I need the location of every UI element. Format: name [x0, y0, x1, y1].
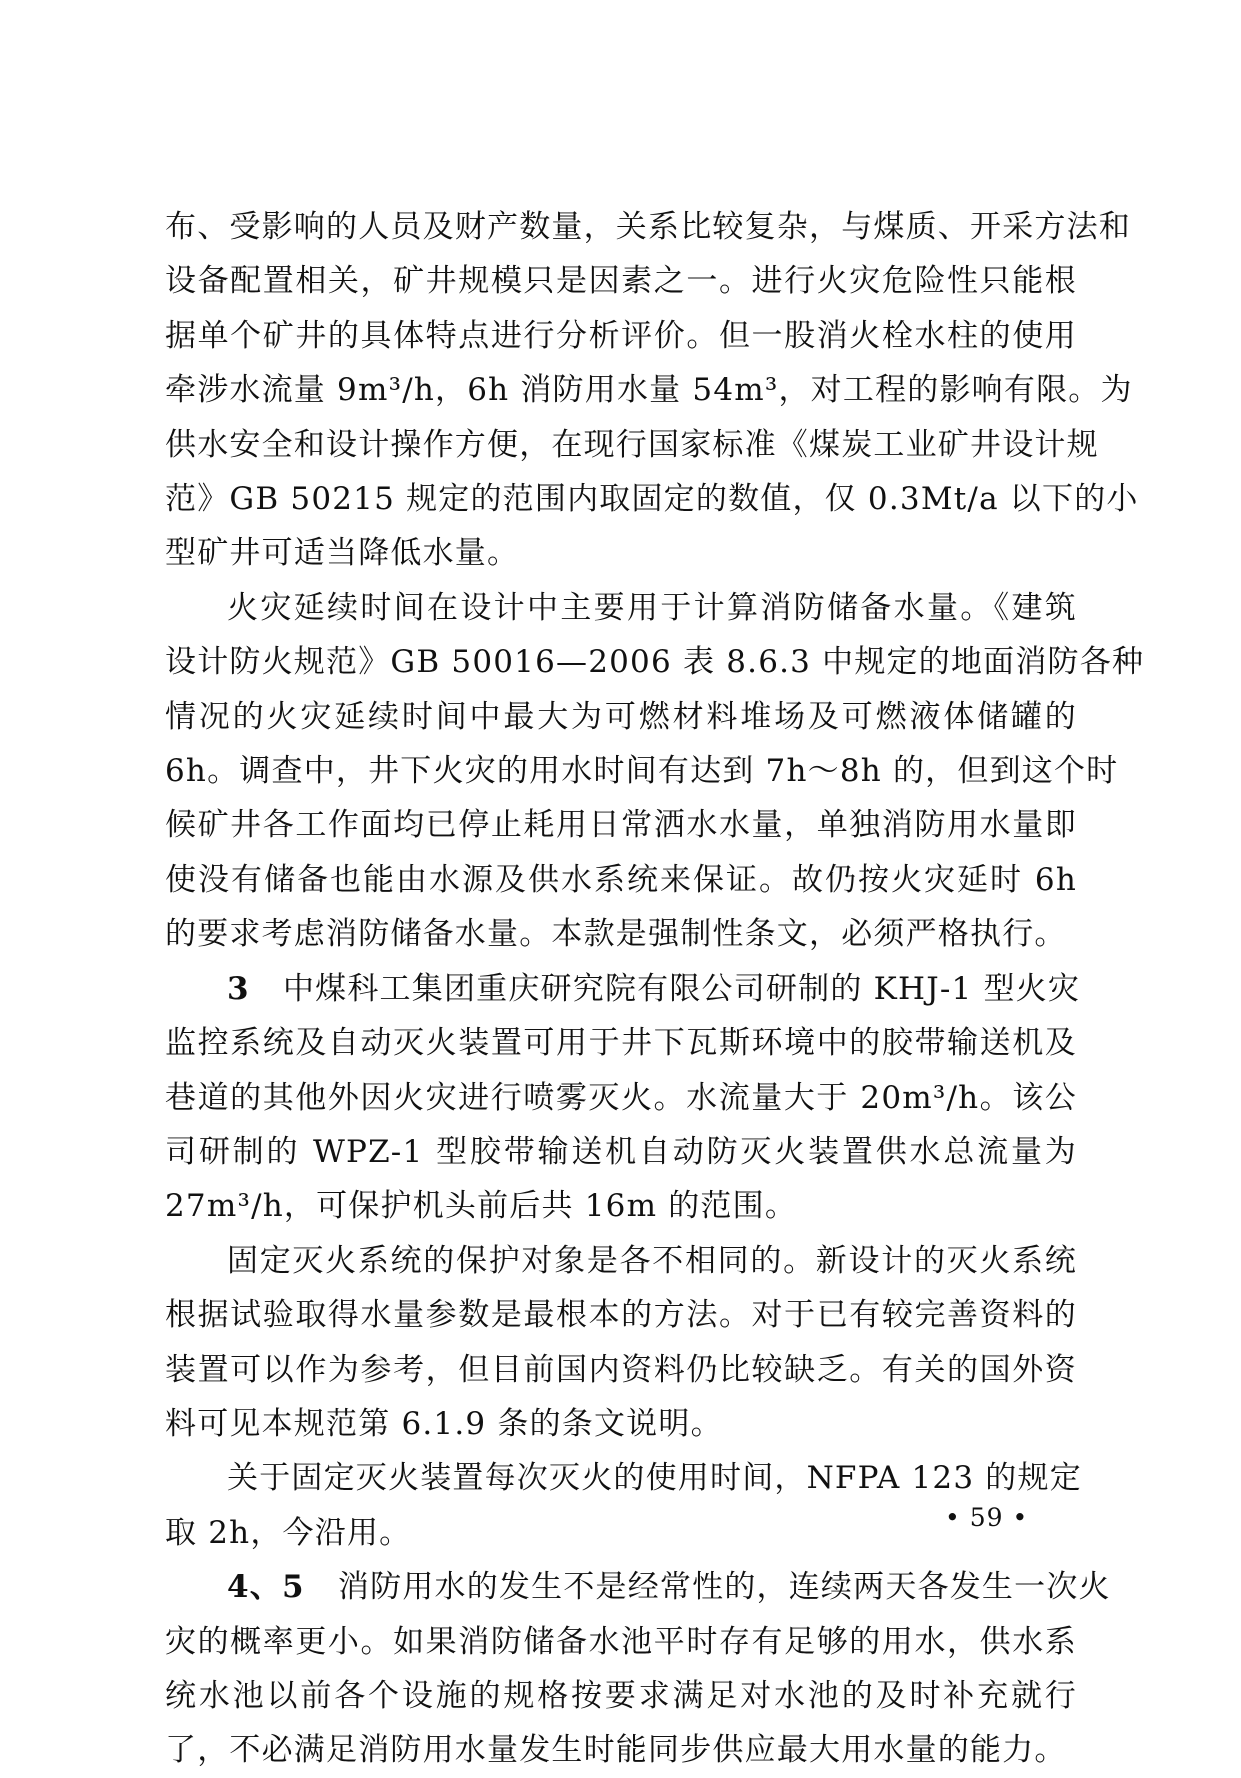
text-line: 设备配置相关，矿井规模只是因素之一。进行火灾危险性只能根 — [165, 263, 1077, 300]
text-line: 布、受影响的人员及财产数量，关系比较复杂，与煤质、开采方法和 — [165, 209, 1131, 245]
text-line: 使没有储备也能由水源及供水系统来保证。故仍按火灾延时 6h — [165, 861, 1077, 898]
paragraph-5 — [165, 1451, 1082, 1560]
text-line: 6h。调查中，井下火灾的用水时间有达到 7h～8h 的，但到这个时 — [165, 753, 1119, 790]
text-line: 范》GB 50215 规定的范围内取固定的数值，仅 0.3Mt/a 以下的小 — [165, 481, 1139, 518]
text-line: 监控系统及自动灭火装置可用于井下瓦斯环境中的胶带输送机及 — [165, 1025, 1077, 1062]
text-line: 司研制的 WPZ-1 型胶带输送机自动防灭火装置供水总流量为 — [165, 1133, 1077, 1170]
text-line: 灾的概率更小。如果消防储备水池平时存有足够的用水，供水系 — [165, 1623, 1077, 1660]
text-line: 牵涉水流量 9m³/h，6h 消防用水量 54m³，对工程的影响有限。为 — [165, 372, 1133, 409]
text-line: 统水池以前各个设施的规格按要求满足对水池的及时补充就行 — [165, 1677, 1077, 1714]
text-line: 料可见本规范第 6.1.9 条的条文说明。 — [165, 1405, 723, 1442]
text-line: 关于固定灭火装置每次灭火的使用时间，NFPA 123 的规定 — [227, 1460, 1082, 1497]
paragraph-1 — [165, 200, 1139, 581]
document-body — [165, 200, 1145, 1778]
text-fragment: 中煤科工集团重庆研究院有限公司研制的 KHJ-1 型火灾 — [282, 970, 1081, 1007]
text-line: 根据试验取得水量参数是最根本的方法。对于已有较完善资料的 — [165, 1297, 1077, 1334]
text-line — [165, 962, 1081, 1016]
text-line: 设计防火规范》GB 50016—2006 表 8.6.3 中规定的地面消防各种 — [165, 644, 1145, 681]
text-line — [165, 1560, 1111, 1614]
text-line: 取 2h，今沿用。 — [165, 1514, 412, 1551]
clause-number: 4、5 — [227, 1569, 305, 1606]
clause-number: 3 — [227, 970, 250, 1007]
text-line: 固定灭火系统的保护对象是各不相同的。新设计的灭火系统 — [227, 1242, 1077, 1279]
text-line: 火灾延续时间在设计中主要用于计算消防储备水量。《建筑 — [227, 589, 1077, 626]
text-line: 装置可以作为参考，但目前国内资料仍比较缺乏。有关的国外资 — [165, 1351, 1077, 1388]
text-line: 候矿井各工作面均已停止耗用日常洒水水量，单独消防用水量即 — [165, 807, 1077, 844]
paragraph-2 — [165, 581, 1145, 962]
paragraph-6 — [165, 1560, 1111, 1778]
paragraph-3 — [165, 962, 1081, 1234]
text-line: 据单个矿井的具体特点进行分析评价。但一股消火栓水柱的使用 — [165, 317, 1077, 354]
text-line: 27m³/h，可保护机头前后共 16m 的范围。 — [165, 1188, 798, 1225]
text-line: 了，不必满足消防用水量发生时能同步供应最大用水量的能力。 — [165, 1732, 1067, 1769]
text-fragment: 消防用水的发生不是经常性的，连续两天各发生一次火 — [337, 1569, 1111, 1606]
page-number: • 59 • — [945, 1503, 1029, 1532]
text-line: 的要求考虑消防储备水量。本款是强制性条文，必须严格执行。 — [165, 916, 1067, 953]
text-line: 供水安全和设计操作方便，在现行国家标准《煤炭工业矿井设计规 — [165, 426, 1099, 463]
text-line: 情况的火灾延续时间中最大为可燃材料堆场及可燃液体储罐的 — [165, 698, 1077, 735]
paragraph-4 — [165, 1234, 1077, 1452]
text-line: 型矿井可适当降低水量。 — [165, 535, 520, 572]
text-line: 巷道的其他外因火灾进行喷雾灭火。水流量大于 20m³/h。该公 — [165, 1079, 1077, 1116]
